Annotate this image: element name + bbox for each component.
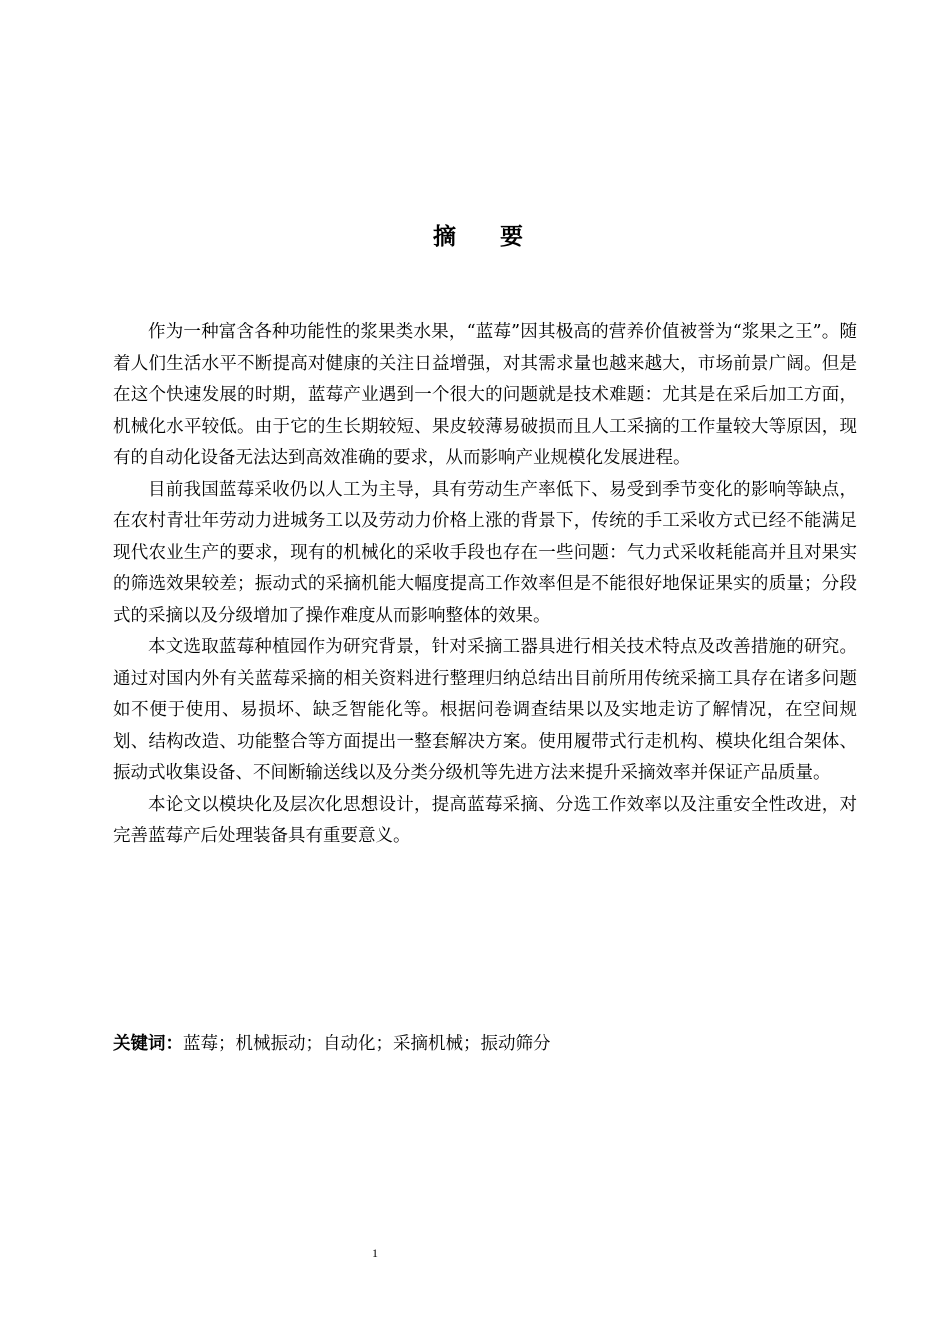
page-number: 1 — [372, 1246, 378, 1260]
abstract-paragraph-3: 本文选取蓝莓种植园作为研究背景，针对采摘工器具进行相关技术特点及改善措施的研究。通过对国内外有关蓝莓采摘的相关资料进行整理归纳总结出目前所用传统采摘工具存在诸多问题如不便于使用、易损坏、缺乏智能化等。根据问卷调查结果以及实地走访了解情况，在空间规划、结构改造、功能整合等方面提出一整套解决方案。使用履带式行走机构、模块化组合架体、振动式收集设备、不间断输送线以及分类分级机等先进方法来提升采摘效率并保证产品质量。 — [113, 637, 857, 783]
keywords-text: 蓝莓；机械振动；自动化；采摘机械；振动筛分 — [183, 1034, 551, 1054]
abstract-paragraph-4: 本论文以模块化及层次化思想设计，提高蓝莓采摘、分选工作效率以及注重安全性改进，对完善蓝莓产后处理装备具有重要意义。 — [113, 794, 857, 846]
keywords-label: 关键词： — [113, 1034, 183, 1054]
abstract-paragraph-2: 目前我国蓝莓采收仍以人工为主导，具有劳动生产率低下、易受到季节变化的影响等缺点，在农村青壮年劳动力进城务工以及劳动力价格上涨的背景下，传统的手工采收方式已经不能满足现代农业生产的要求，现有的机械化的采收手段也存在一些问题：气力式采收耗能高并且对果实的筛选效果较差；振动式的采摘机能大幅度提高工作效率但是不能很好地保证果实的质量；分段式的采摘以及分级增加了操作难度从而影响整体的效果。 — [113, 479, 857, 626]
abstract-paragraph-1: 作为一种富含各种功能性的浆果类水果，“蓝莓”因其极高的营养价值被誉为“浆果之王”。随着人们生活水平不断提高对健康的关注日益增强，对其需求量也越来越大，市场前景广阔。但是在这个快速发展的时期，蓝莓产业遇到一个很大的问题就是技术难题：尤其是在采后加工方面，机械化水平较低。由于它的生长期较短、果皮较薄易破损而且人工采摘的工作量较大等原因，现有的自动化设备无法达到高效准确的要求，从而影响产业规模化发展进程。 — [113, 322, 857, 468]
abstract-title: 摘要 — [433, 223, 567, 250]
keywords-line — [113, 1030, 551, 1058]
abstract-body — [113, 317, 857, 853]
